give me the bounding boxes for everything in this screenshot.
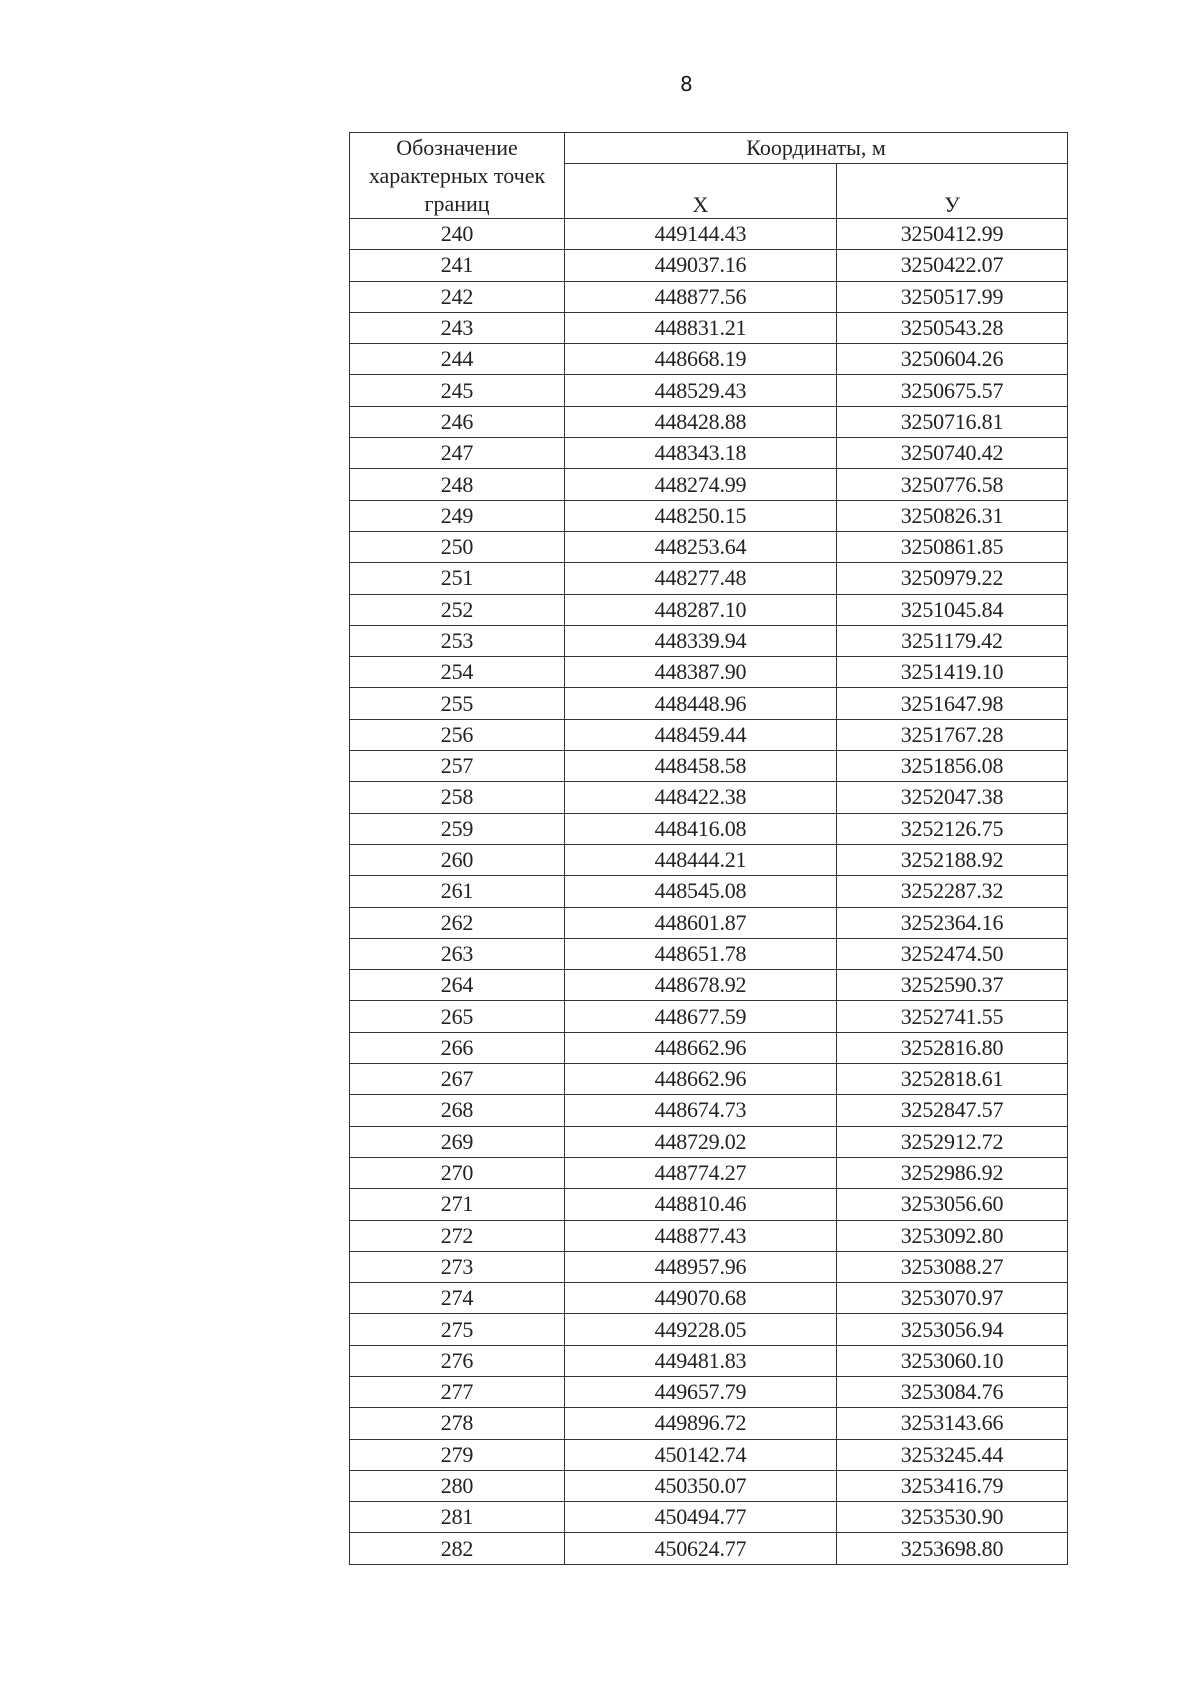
x-coordinate-cell: 448428.88 <box>565 406 837 437</box>
x-coordinate-cell: 449144.43 <box>565 219 837 250</box>
point-id-cell: 255 <box>350 688 565 719</box>
y-coordinate-cell: 3253698.80 <box>837 1533 1068 1564</box>
x-coordinate-cell: 448831.21 <box>565 312 837 343</box>
y-coordinate-cell: 3252816.80 <box>837 1032 1068 1063</box>
y-coordinate-cell: 3251179.42 <box>837 625 1068 656</box>
y-coordinate-cell: 3253143.66 <box>837 1408 1068 1439</box>
table-row <box>350 406 1068 437</box>
x-coordinate-cell: 448674.73 <box>565 1095 837 1126</box>
point-id-cell: 253 <box>350 625 565 656</box>
table-row <box>350 469 1068 500</box>
table-row <box>350 375 1068 406</box>
x-coordinate-cell: 448277.48 <box>565 563 837 594</box>
table-row <box>350 657 1068 688</box>
x-coordinate-cell: 449070.68 <box>565 1283 837 1314</box>
table-row <box>350 344 1068 375</box>
point-id-cell: 259 <box>350 813 565 844</box>
x-coordinate-cell: 449481.83 <box>565 1345 837 1376</box>
point-id-cell: 268 <box>350 1095 565 1126</box>
table-row <box>350 1533 1068 1564</box>
x-coordinate-cell: 449657.79 <box>565 1376 837 1407</box>
y-coordinate-cell: 3252590.37 <box>837 970 1068 1001</box>
point-id-cell: 240 <box>350 219 565 250</box>
y-coordinate-cell: 3250604.26 <box>837 344 1068 375</box>
point-id-cell: 242 <box>350 281 565 312</box>
y-coordinate-cell: 3252818.61 <box>837 1064 1068 1095</box>
y-coordinate-cell: 3250740.42 <box>837 438 1068 469</box>
y-coordinate-cell: 3250675.57 <box>837 375 1068 406</box>
y-coordinate-cell: 3251647.98 <box>837 688 1068 719</box>
table-row <box>350 625 1068 656</box>
y-coordinate-cell: 3252047.38 <box>837 782 1068 813</box>
point-id-cell: 246 <box>350 406 565 437</box>
table-row <box>350 844 1068 875</box>
table-row <box>350 1502 1068 1533</box>
x-coordinate-cell: 448678.92 <box>565 970 837 1001</box>
point-id-cell: 269 <box>350 1126 565 1157</box>
x-coordinate-cell: 448774.27 <box>565 1157 837 1188</box>
y-coordinate-cell: 3253088.27 <box>837 1251 1068 1282</box>
y-coordinate-cell: 3253056.60 <box>837 1189 1068 1220</box>
point-id-cell: 243 <box>350 312 565 343</box>
x-coordinate-cell: 448810.46 <box>565 1189 837 1220</box>
point-id-cell: 272 <box>350 1220 565 1251</box>
point-id-cell: 282 <box>350 1533 565 1564</box>
point-id-cell: 244 <box>350 344 565 375</box>
table-row <box>350 813 1068 844</box>
point-id-cell: 248 <box>350 469 565 500</box>
y-coordinate-cell: 3253092.80 <box>837 1220 1068 1251</box>
y-coordinate-cell: 3253245.44 <box>837 1439 1068 1470</box>
table-row <box>350 438 1068 469</box>
table-body <box>350 219 1068 1565</box>
y-coordinate-cell: 3253060.10 <box>837 1345 1068 1376</box>
x-coordinate-cell: 448668.19 <box>565 344 837 375</box>
point-id-cell: 281 <box>350 1502 565 1533</box>
x-coordinate-cell: 449037.16 <box>565 250 837 281</box>
y-coordinate-cell: 3252986.92 <box>837 1157 1068 1188</box>
x-coordinate-cell: 448729.02 <box>565 1126 837 1157</box>
x-coordinate-cell: 448601.87 <box>565 907 837 938</box>
point-id-cell: 261 <box>350 876 565 907</box>
y-coordinate-cell: 3251856.08 <box>837 751 1068 782</box>
x-coordinate-cell: 448877.43 <box>565 1220 837 1251</box>
table-row <box>350 1126 1068 1157</box>
y-coordinate-cell: 3253056.94 <box>837 1314 1068 1345</box>
table-row <box>350 1032 1068 1063</box>
table-row <box>350 531 1068 562</box>
x-coordinate-cell: 448458.58 <box>565 751 837 782</box>
y-coordinate-cell: 3253416.79 <box>837 1470 1068 1501</box>
table-row <box>350 1095 1068 1126</box>
table-row <box>350 751 1068 782</box>
x-coordinate-cell: 448545.08 <box>565 876 837 907</box>
x-coordinate-cell: 448877.56 <box>565 281 837 312</box>
table-row <box>350 1283 1068 1314</box>
point-id-cell: 266 <box>350 1032 565 1063</box>
page-number: 8 <box>680 72 693 96</box>
table-row <box>350 1470 1068 1501</box>
point-id-cell: 245 <box>350 375 565 406</box>
table-row <box>350 1064 1068 1095</box>
x-coordinate-cell: 450624.77 <box>565 1533 837 1564</box>
table-row <box>350 876 1068 907</box>
point-id-cell: 257 <box>350 751 565 782</box>
point-id-cell: 274 <box>350 1283 565 1314</box>
point-id-cell: 252 <box>350 594 565 625</box>
point-id-cell: 278 <box>350 1408 565 1439</box>
point-id-cell: 264 <box>350 970 565 1001</box>
table-row <box>350 782 1068 813</box>
y-coordinate-cell: 3253530.90 <box>837 1502 1068 1533</box>
header-designation: Обозначение характерных точек границ <box>350 133 565 219</box>
point-id-cell: 279 <box>350 1439 565 1470</box>
y-coordinate-cell: 3250412.99 <box>837 219 1068 250</box>
point-id-cell: 267 <box>350 1064 565 1095</box>
y-coordinate-cell: 3250776.58 <box>837 469 1068 500</box>
table-row <box>350 1220 1068 1251</box>
table-row <box>350 500 1068 531</box>
point-id-cell: 249 <box>350 500 565 531</box>
x-coordinate-cell: 448339.94 <box>565 625 837 656</box>
table-row <box>350 938 1068 969</box>
table-row <box>350 688 1068 719</box>
point-id-cell: 273 <box>350 1251 565 1282</box>
point-id-cell: 280 <box>350 1470 565 1501</box>
y-coordinate-cell: 3250716.81 <box>837 406 1068 437</box>
x-coordinate-cell: 448529.43 <box>565 375 837 406</box>
point-id-cell: 270 <box>350 1157 565 1188</box>
x-coordinate-cell: 448416.08 <box>565 813 837 844</box>
table-row <box>350 594 1068 625</box>
x-coordinate-cell: 449896.72 <box>565 1408 837 1439</box>
x-coordinate-cell: 448677.59 <box>565 1001 837 1032</box>
table-row <box>350 1157 1068 1188</box>
x-coordinate-cell: 448343.18 <box>565 438 837 469</box>
x-coordinate-cell: 450350.07 <box>565 1470 837 1501</box>
header-y: У <box>837 164 1068 219</box>
table-row <box>350 312 1068 343</box>
x-coordinate-cell: 448287.10 <box>565 594 837 625</box>
table-row <box>350 1439 1068 1470</box>
x-coordinate-cell: 448444.21 <box>565 844 837 875</box>
point-id-cell: 254 <box>350 657 565 688</box>
table-row <box>350 219 1068 250</box>
y-coordinate-cell: 3251419.10 <box>837 657 1068 688</box>
table-row <box>350 250 1068 281</box>
point-id-cell: 247 <box>350 438 565 469</box>
y-coordinate-cell: 3252287.32 <box>837 876 1068 907</box>
table-header <box>350 133 1068 219</box>
point-id-cell: 258 <box>350 782 565 813</box>
table-row <box>350 281 1068 312</box>
header-x: X <box>565 164 837 219</box>
y-coordinate-cell: 3250517.99 <box>837 281 1068 312</box>
y-coordinate-cell: 3253070.97 <box>837 1283 1068 1314</box>
y-coordinate-cell: 3250422.07 <box>837 250 1068 281</box>
y-coordinate-cell: 3252364.16 <box>837 907 1068 938</box>
x-coordinate-cell: 448387.90 <box>565 657 837 688</box>
point-id-cell: 277 <box>350 1376 565 1407</box>
table-row <box>350 1345 1068 1376</box>
table-row <box>350 1376 1068 1407</box>
x-coordinate-cell: 450494.77 <box>565 1502 837 1533</box>
x-coordinate-cell: 450142.74 <box>565 1439 837 1470</box>
x-coordinate-cell: 448250.15 <box>565 500 837 531</box>
table-row <box>350 907 1068 938</box>
point-id-cell: 275 <box>350 1314 565 1345</box>
coordinates-table <box>349 132 1068 1565</box>
point-id-cell: 271 <box>350 1189 565 1220</box>
x-coordinate-cell: 448957.96 <box>565 1251 837 1282</box>
point-id-cell: 251 <box>350 563 565 594</box>
header-coordinates: Координаты, м <box>565 133 1068 164</box>
x-coordinate-cell: 448651.78 <box>565 938 837 969</box>
x-coordinate-cell: 448253.64 <box>565 531 837 562</box>
x-coordinate-cell: 448274.99 <box>565 469 837 500</box>
x-coordinate-cell: 448459.44 <box>565 719 837 750</box>
point-id-cell: 250 <box>350 531 565 562</box>
x-coordinate-cell: 449228.05 <box>565 1314 837 1345</box>
point-id-cell: 276 <box>350 1345 565 1376</box>
point-id-cell: 263 <box>350 938 565 969</box>
x-coordinate-cell: 448662.96 <box>565 1032 837 1063</box>
x-coordinate-cell: 448422.38 <box>565 782 837 813</box>
y-coordinate-cell: 3252188.92 <box>837 844 1068 875</box>
table-row <box>350 1001 1068 1032</box>
point-id-cell: 262 <box>350 907 565 938</box>
y-coordinate-cell: 3252912.72 <box>837 1126 1068 1157</box>
y-coordinate-cell: 3251045.84 <box>837 594 1068 625</box>
y-coordinate-cell: 3252741.55 <box>837 1001 1068 1032</box>
table-row <box>350 970 1068 1001</box>
x-coordinate-cell: 448448.96 <box>565 688 837 719</box>
y-coordinate-cell: 3250826.31 <box>837 500 1068 531</box>
table-row <box>350 719 1068 750</box>
table-row <box>350 563 1068 594</box>
y-coordinate-cell: 3251767.28 <box>837 719 1068 750</box>
point-id-cell: 265 <box>350 1001 565 1032</box>
table-row <box>350 1314 1068 1345</box>
point-id-cell: 256 <box>350 719 565 750</box>
point-id-cell: 241 <box>350 250 565 281</box>
table-row <box>350 1189 1068 1220</box>
y-coordinate-cell: 3250543.28 <box>837 312 1068 343</box>
point-id-cell: 260 <box>350 844 565 875</box>
y-coordinate-cell: 3252847.57 <box>837 1095 1068 1126</box>
y-coordinate-cell: 3253084.76 <box>837 1376 1068 1407</box>
table-row <box>350 1251 1068 1282</box>
table-row <box>350 1408 1068 1439</box>
y-coordinate-cell: 3252474.50 <box>837 938 1068 969</box>
y-coordinate-cell: 3250979.22 <box>837 563 1068 594</box>
y-coordinate-cell: 3250861.85 <box>837 531 1068 562</box>
x-coordinate-cell: 448662.96 <box>565 1064 837 1095</box>
y-coordinate-cell: 3252126.75 <box>837 813 1068 844</box>
